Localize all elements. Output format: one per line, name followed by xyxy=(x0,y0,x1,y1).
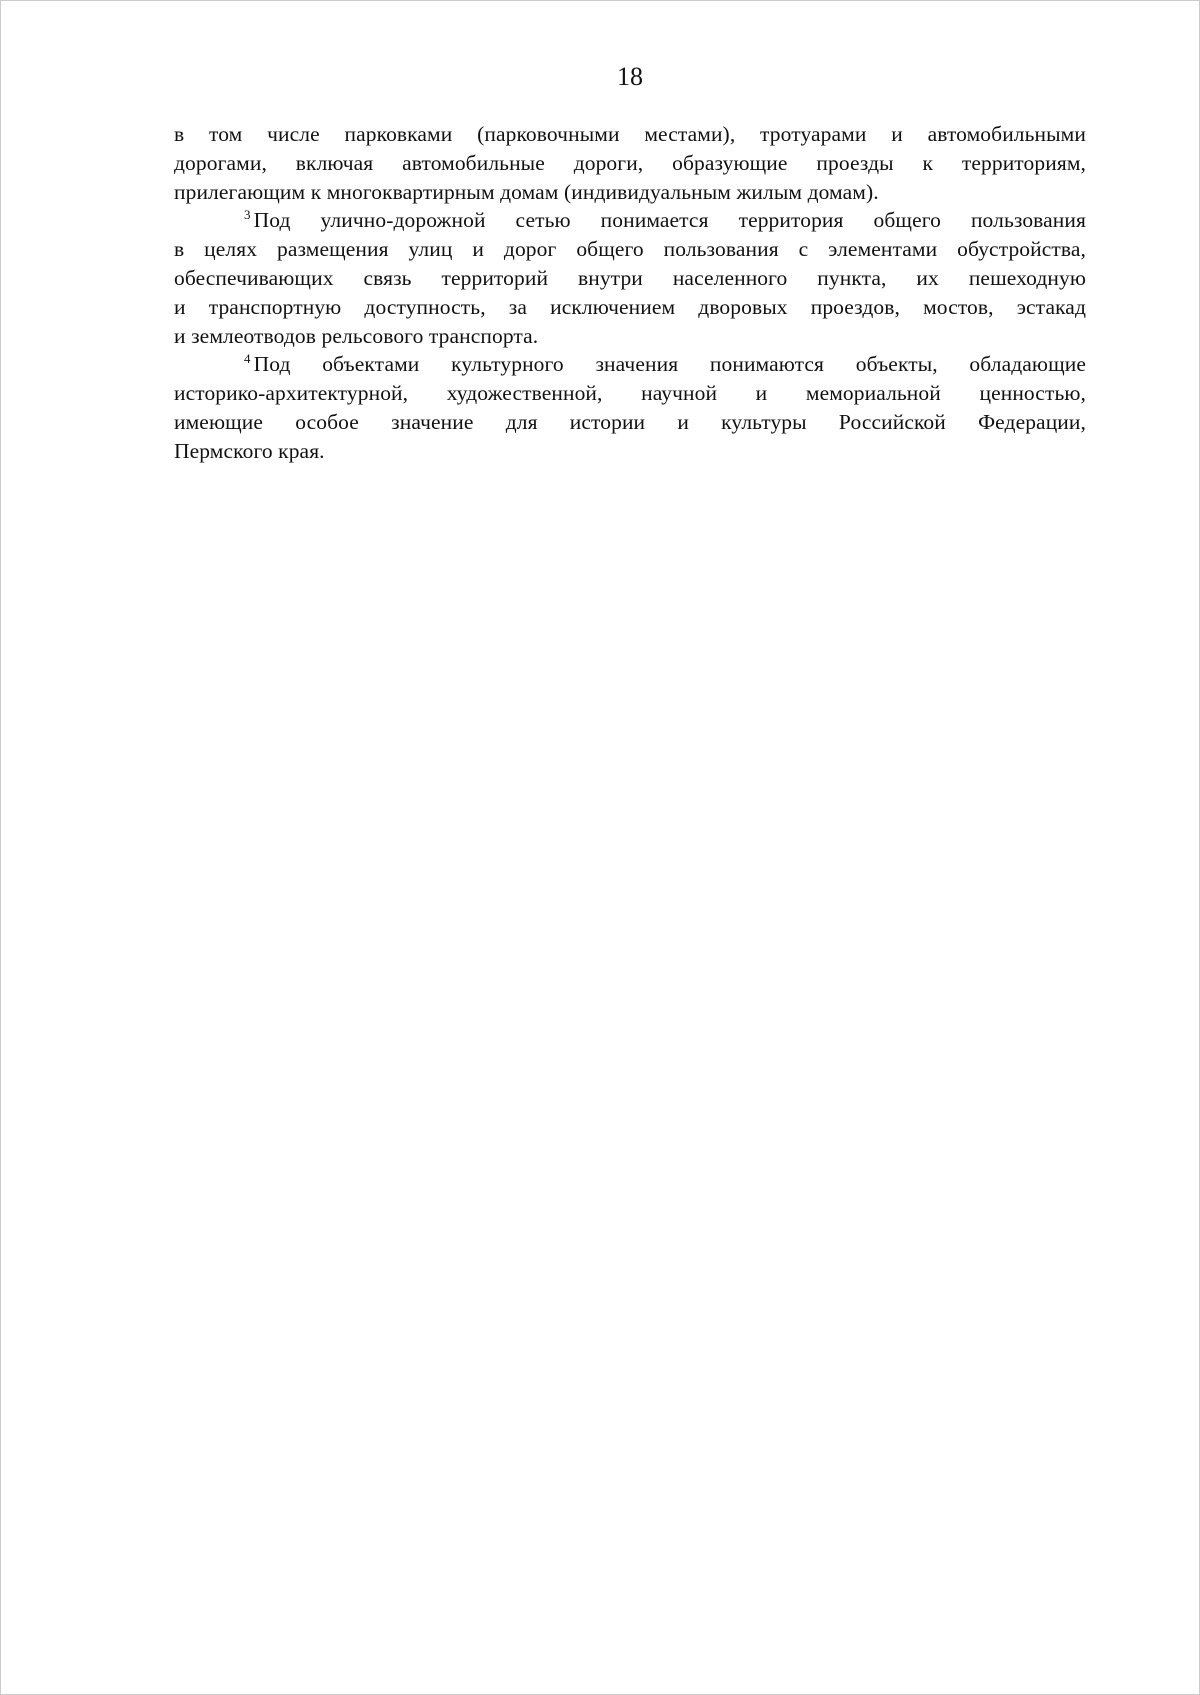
text-line: в целях размещения улиц и дорог общего пользования с элементами обустройства, xyxy=(174,237,1086,262)
text-line: историко-архитектурной, художественной, научной и мемориальной ценностью, xyxy=(174,381,1086,406)
footnote-3 xyxy=(174,206,1086,350)
paragraph-continuation xyxy=(174,120,1086,206)
document-body xyxy=(174,120,1086,466)
footnote-mark: 3 xyxy=(244,207,251,223)
text-line: имеющие особое значение для истории и культуры Российской Федерации, xyxy=(174,409,1086,434)
text-line: обеспечивающих связь территорий внутри населенного пункта, их пешеходную xyxy=(174,265,1086,290)
text-line: и транспортную доступность, за исключением дворовых проездов, мостов, эстакад xyxy=(174,294,1086,319)
text-line: Под улично-дорожной сетью понимается территория общего пользования xyxy=(253,208,1086,233)
text-line: прилегающим к многоквартирным домам (индивидуальным жилым домам). xyxy=(174,179,879,204)
footnote-4 xyxy=(174,350,1086,465)
text-line: дорогами, включая автомобильные дороги, образующие проезды к территориям, xyxy=(174,150,1086,175)
text-line: в том числе парковками (парковочными местами), тротуарами и автомобильными xyxy=(174,122,1086,146)
text-line: и землеотводов рельсового транспорта. xyxy=(174,323,539,348)
text-line: Пермского края. xyxy=(174,438,325,463)
page-number: 18 xyxy=(617,62,643,91)
text-line: Под объектами культурного значения понимаются объекты, обладающие xyxy=(253,352,1086,377)
footnote-mark: 4 xyxy=(244,351,251,367)
